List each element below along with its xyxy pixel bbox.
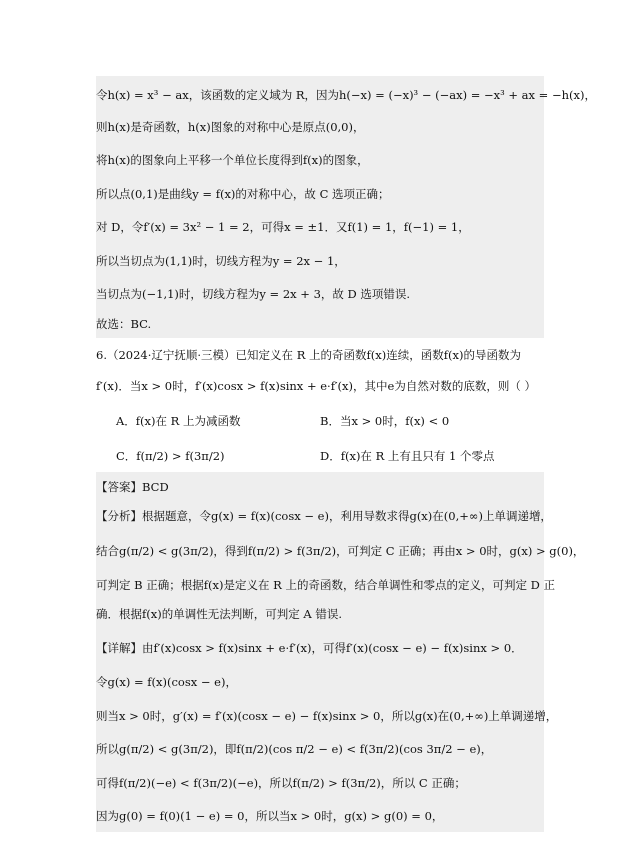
analysis-line: 【分析】根据题意，令g(x) = f(x)(cosx − e)，利用导数求得g(x)在(0,+∞)上单调递增，	[96, 509, 552, 523]
solution-line: 令h(x) = x³ − ax，该函数的定义域为 R，因为h(−x) = (−x)³ − (−ax) = −x³ + ax = −h(x)，	[96, 88, 596, 102]
detail-line: 可得f(π/2)(−e) < f(3π/2)(−e)，所以f(π/2) > f(3π/2)，所以 C 正确；	[96, 776, 466, 790]
analysis-line: 确．根据f(x)的单调性无法判断，可判定 A 错误.	[96, 607, 342, 621]
option-c: C．f(π/2) > f(3π/2)	[116, 449, 225, 463]
answer-label: 【答案】BCD	[96, 480, 169, 494]
solution-conclusion: 故选：BC.	[96, 317, 152, 331]
solution-line: 则h(x)是奇函数，h(x)图象的对称中心是原点(0,0)，	[96, 120, 365, 134]
option-b: B．当x > 0时，f(x) < 0	[320, 414, 450, 428]
detail-line: 所以g(π/2) < g(3π/2)，即f(π/2)(cos π/2 − e) < f(3π/2)(cos 3π/2 − e)，	[96, 742, 493, 756]
solution-line: 所以点(0,1)是曲线y = f(x)的对称中心，故 C 选项正确；	[96, 187, 390, 201]
detail-line: 令g(x) = f(x)(cosx − e)，	[96, 675, 237, 689]
detail-line: 【详解】由f′(x)cosx > f(x)sinx + e·f′(x)，可得f′(x)(cosx − e) − f(x)sinx > 0．	[96, 641, 523, 655]
solution-line: 当切点为(−1,1)时，切线方程为y = 2x + 3，故 D 选项错误.	[96, 287, 411, 301]
analysis-line: 结合g(π/2) < g(3π/2)，得到f(π/2) > f(3π/2)，可判定 C 正确；再由x > 0时，g(x) > g(0)，	[96, 544, 585, 558]
solution-line: 所以当切点为(1,1)时，切线方程为y = 2x − 1，	[96, 254, 346, 268]
option-d: D．f(x)在 R 上有且只有 1 个零点	[320, 449, 495, 463]
question-stem-line-1: 6.（2024·辽宁抚顺·三模）已知定义在 R 上的奇函数f(x)连续，函数f(x)的导函数为	[96, 348, 521, 362]
detail-line: 因为g(0) = f(0)(1 − e) = 0，所以当x > 0时，g(x) > g(0) = 0，	[96, 809, 444, 823]
question-stem-line-2: f′(x)．当x > 0时，f′(x)cosx > f(x)sinx + e·f′(x)，其中e为自然对数的底数，则（ ）	[96, 379, 536, 393]
analysis-line: 可判定 B 正确；根据f(x)是定义在 R 上的奇函数，结合单调性和零点的定义，可判定 D 正	[96, 578, 555, 592]
solution-line: 将h(x)的图象向上平移一个单位长度得到f(x)的图象，	[96, 153, 369, 167]
detail-line: 则当x > 0时，g′(x) = f′(x)(cosx − e) − f(x)sinx > 0，所以g(x)在(0,+∞)上单调递增，	[96, 709, 558, 723]
solution-line: 对 D，令f′(x) = 3x² − 1 = 2，可得x = ±1．又f(1) = 1，f(−1) = 1，	[96, 220, 470, 234]
option-a: A．f(x)在 R 上为减函数	[116, 414, 241, 428]
